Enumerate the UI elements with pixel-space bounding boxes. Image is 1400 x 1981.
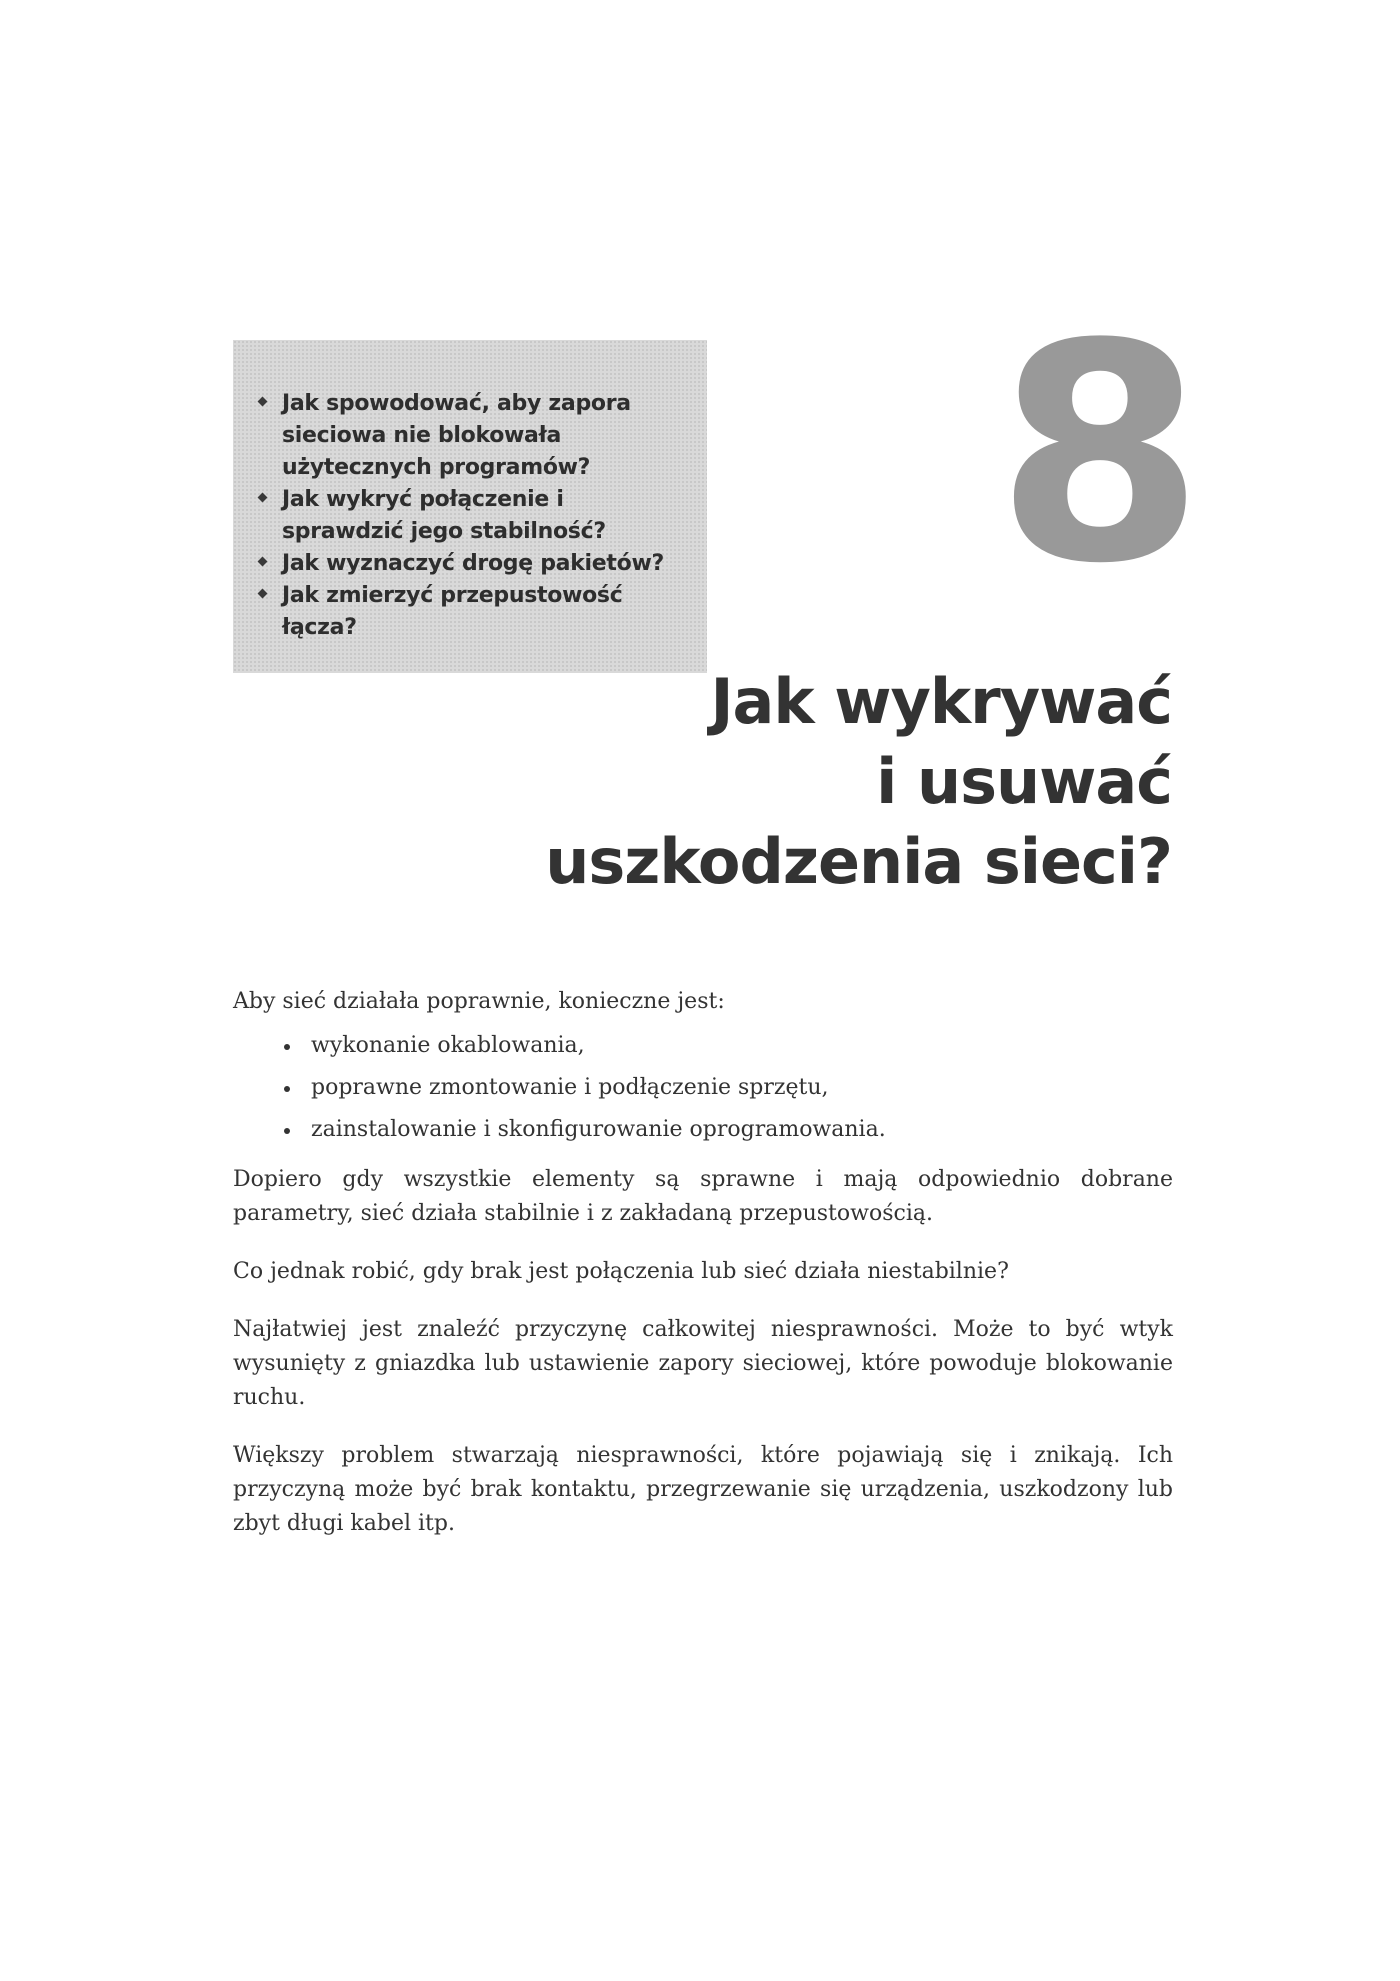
body-text [233, 985, 1173, 1565]
question-item [253, 548, 687, 580]
requirement-text: zainstalowanie i skonfigurowanie oprogramowania. [311, 1117, 886, 1142]
bullet-dot-icon [284, 1128, 290, 1134]
question-text: Jak wyznaczyć drogę pakietów? [282, 551, 664, 576]
requirement-item [284, 1113, 1173, 1147]
paragraph: Najłatwiej jest znaleźć przyczynę całkowitej niesprawności. Może to być wtyk wysunięty z gniazdka lub ustawienie zapory sieciowej, które powoduje blokowanie ruchu. [233, 1317, 1173, 1410]
requirement-item [284, 1071, 1173, 1105]
requirement-text: wykonanie okablowania, [311, 1033, 585, 1058]
paragraph: Dopiero gdy wszystkie elementy są sprawne i mają odpowiednio dobrane parametry, sieć działa stabilnie i z zakładaną przepustowością. [233, 1167, 1173, 1226]
chapter-title-line: uszkodzenia sieci? [545, 825, 1172, 898]
bullet-dot-icon [284, 1086, 290, 1092]
questions-list [253, 388, 687, 644]
question-item [253, 388, 687, 484]
intro-paragraph: Aby sieć działała poprawnie, konieczne jest: [233, 989, 725, 1014]
chapter-title-line: Jak wykrywać [710, 665, 1172, 738]
bullet-dot-icon [284, 1044, 290, 1050]
diamond-bullet-icon [258, 397, 268, 407]
paragraph: Większy problem stwarzają niesprawności, które pojawiają się i znikają. Ich przyczyną może być brak kontaktu, przegrzewanie się urządzenia, uszkodzony lub zbyt długi kabel itp. [233, 1443, 1173, 1536]
requirement-item [284, 1029, 1173, 1063]
chapter-number: 8 [995, 280, 1205, 629]
diamond-bullet-icon [258, 589, 268, 599]
question-item [253, 580, 687, 644]
chapter-questions-box [233, 340, 707, 673]
requirements-list [233, 1029, 1173, 1147]
question-text: Jak zmierzyć przepustowość łącza? [282, 583, 623, 640]
question-text: Jak wykryć połączenie i sprawdzić jego stabilność? [282, 487, 606, 544]
diamond-bullet-icon [258, 493, 268, 503]
paragraph: Co jednak robić, gdy brak jest połączenia lub sieć działa niestabilnie? [233, 1259, 1009, 1284]
chapter-title-line: i usuwać [876, 745, 1172, 818]
question-item [253, 484, 687, 548]
diamond-bullet-icon [258, 557, 268, 567]
question-text: Jak spowodować, aby zapora sieciowa nie blokowała użytecznych programów? [282, 391, 631, 480]
chapter-title [545, 662, 1172, 902]
requirement-text: poprawne zmontowanie i podłączenie sprzętu, [311, 1075, 829, 1100]
